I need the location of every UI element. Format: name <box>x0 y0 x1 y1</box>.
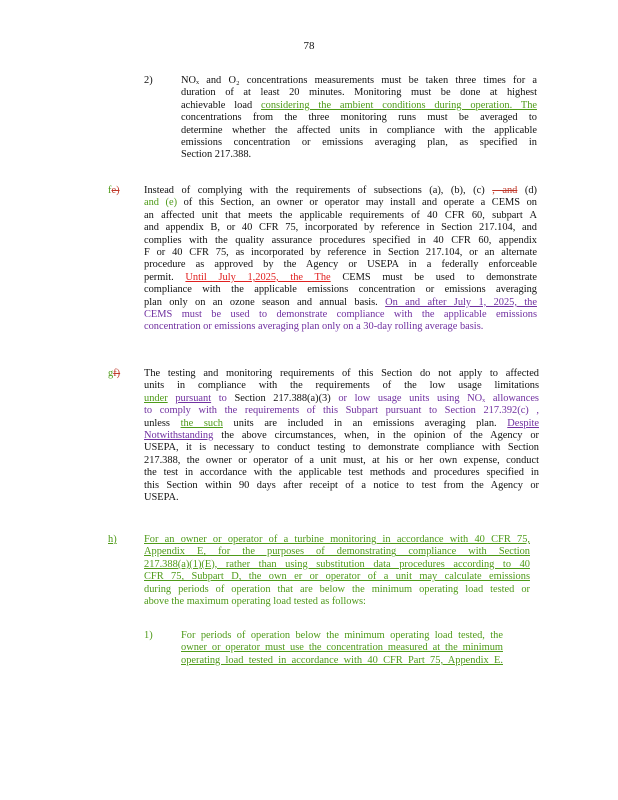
deleted-text: Notwithstanding <box>144 430 214 442</box>
paragraph-line: duration of at least 20 minutes. Monitoring must be done at highest <box>181 87 537 99</box>
paragraph-line <box>144 393 539 405</box>
paragraph-line: CFR 75, Subpart D, the own er or operator of a unit may calculate emissions <box>144 571 530 583</box>
paragraph-line: emissions concentration or emissions averaging plan, as specified in <box>181 137 537 149</box>
paragraph-line: 217.388(a)(1)(E), rather than using substitution data procedures according to 40 <box>144 558 530 570</box>
page-number: 78 <box>303 40 315 52</box>
item-f-label <box>108 185 120 197</box>
paragraph-line: this Section within 90 days after receipt of a notice to test from the Agency or <box>144 479 539 491</box>
item-h-label: h) <box>108 534 117 545</box>
paragraph-line: procedure as approved by the Agency or USEPA in a federally enforceable <box>144 259 537 271</box>
item-f-paragraph <box>144 185 537 334</box>
paragraph-line: USEPA, it is necessary to conduct testing to demonstrate compliance with Section <box>144 442 539 454</box>
text-run: units are included in an emissions averaging plan. <box>233 417 497 429</box>
paragraph-line: USEPA. <box>144 492 179 504</box>
deleted-text: , and <box>492 185 518 196</box>
item-2-paragraph <box>181 75 537 162</box>
paragraph-line: The testing and monitoring requirements of this Section do not apply to affected <box>144 368 539 379</box>
text-run: Section 217.388(a)(3) <box>234 392 331 404</box>
paragraph-line <box>144 297 537 309</box>
text-run: to <box>218 392 227 404</box>
paragraph-line: determine whether the affected units in compliance with the applicable <box>181 124 537 136</box>
deleted-text: e) <box>111 185 120 196</box>
text-run: CEMS must be used to demonstrate <box>342 271 537 283</box>
paragraph-line: Appendix E, for the purposes of demonstrating compliance with Section <box>144 546 530 558</box>
text-run: plan only on an ozone season and annual basis. <box>144 296 378 308</box>
paragraph-line <box>144 272 537 284</box>
inserted-text: Despite <box>507 417 539 429</box>
text-run: of this Section, an owner or operator may install and operate a CEMS on <box>183 197 537 209</box>
inserted-text: the such <box>180 417 223 429</box>
paragraph-line: Section 217.388. <box>181 149 252 161</box>
inserted-text: or low usage units using NOₓ allowances <box>338 392 539 404</box>
paragraph-line <box>144 197 537 209</box>
deleted-text: Until July 1,2025, the The <box>185 271 331 283</box>
text-run: the above circumstances, when, in the opinion of the Agency or <box>221 430 539 442</box>
inserted-text: under <box>144 392 168 404</box>
paragraph-line: concentrations from the three monitoring runs must be averaged to <box>181 112 537 124</box>
deleted-text: f) <box>113 368 121 379</box>
item-2-label: 2) <box>144 75 153 86</box>
paragraph-line: above the maximum operating load tested as follows: <box>144 596 366 608</box>
paragraph-line: For periods of operation below the minimum operating load tested, the <box>181 630 503 641</box>
text-run: permit. <box>144 271 174 283</box>
text-run: unless <box>144 417 170 429</box>
paragraph-line: complies with the quality assurance procedures specified in 40 CFR 60, appendix <box>144 234 537 246</box>
text-run: achievable load <box>181 99 253 111</box>
paragraph-line: and appendix B, or 40 CFR 75, incorporated by reference in Section 217.104, and <box>144 222 537 234</box>
paragraph-line: 217.388, the owner or operator of a unit must, at his or her own expense, conduct <box>144 454 539 466</box>
paragraph-line: owner or operator must use the concentration measured at the minimum <box>181 642 503 654</box>
inserted-text: . The <box>509 99 538 111</box>
paragraph-line <box>144 430 539 442</box>
deleted-text: pursuant <box>175 392 212 404</box>
paragraph-line: the test in accordance with the applicable test methods and procedures specified in <box>144 467 539 479</box>
paragraph-line: to comply with the requirements of this Subpart pursuant to Section 217.392(c) , <box>144 405 539 417</box>
item-g-label <box>108 368 120 380</box>
paragraph-line: operating load tested in accordance with 40 CFR Part 75, Appendix E. <box>181 654 503 666</box>
paragraph-line: units in compliance with the requirements of the low usage limitations <box>144 380 539 392</box>
paragraph-line: CEMS must be used to demonstrate compliance with the applicable emissions <box>144 309 537 321</box>
paragraph-line: concentration or emissions averaging plan only on a 30-day rolling average basis. <box>144 321 484 333</box>
paragraph-line: For an owner or operator of a turbine monitoring in accordance with 40 CFR 75, <box>144 534 530 545</box>
item-g-paragraph <box>144 368 539 504</box>
inserted-text: and (e) <box>144 197 178 209</box>
paragraph-line: compliance with the applicable emissions concentration or emissions averaging <box>144 284 537 296</box>
inserted-text: g <box>108 368 114 379</box>
paragraph-line <box>181 100 537 112</box>
paragraph-line <box>144 418 539 430</box>
text-run: (d) <box>524 185 537 196</box>
inserted-text: f <box>108 185 112 196</box>
paragraph-line: NOₓ and O₂ concentrations measurements must be taken three times for a <box>181 75 537 86</box>
item-h1-label: 1) <box>144 630 153 641</box>
inserted-text: On and after July 1, 2025, the <box>385 296 537 308</box>
item-h1-paragraph <box>181 630 503 667</box>
inserted-text: considering the ambient conditions during operation <box>261 99 510 111</box>
paragraph-line: an affected unit that meets the applicable requirements of 40 CFR 60, subpart A <box>144 209 537 221</box>
paragraph-line: during periods of operation that are below the minimum operating load tested or <box>144 583 530 595</box>
text-run: Instead of complying with the requirements of subsections (a), (b), (c) <box>144 185 485 196</box>
paragraph-line: F or 40 CFR 75, as incorporated by reference in Section 217.104, or an alternate <box>144 247 537 259</box>
item-h-paragraph <box>144 534 530 608</box>
paragraph-line <box>144 185 537 197</box>
